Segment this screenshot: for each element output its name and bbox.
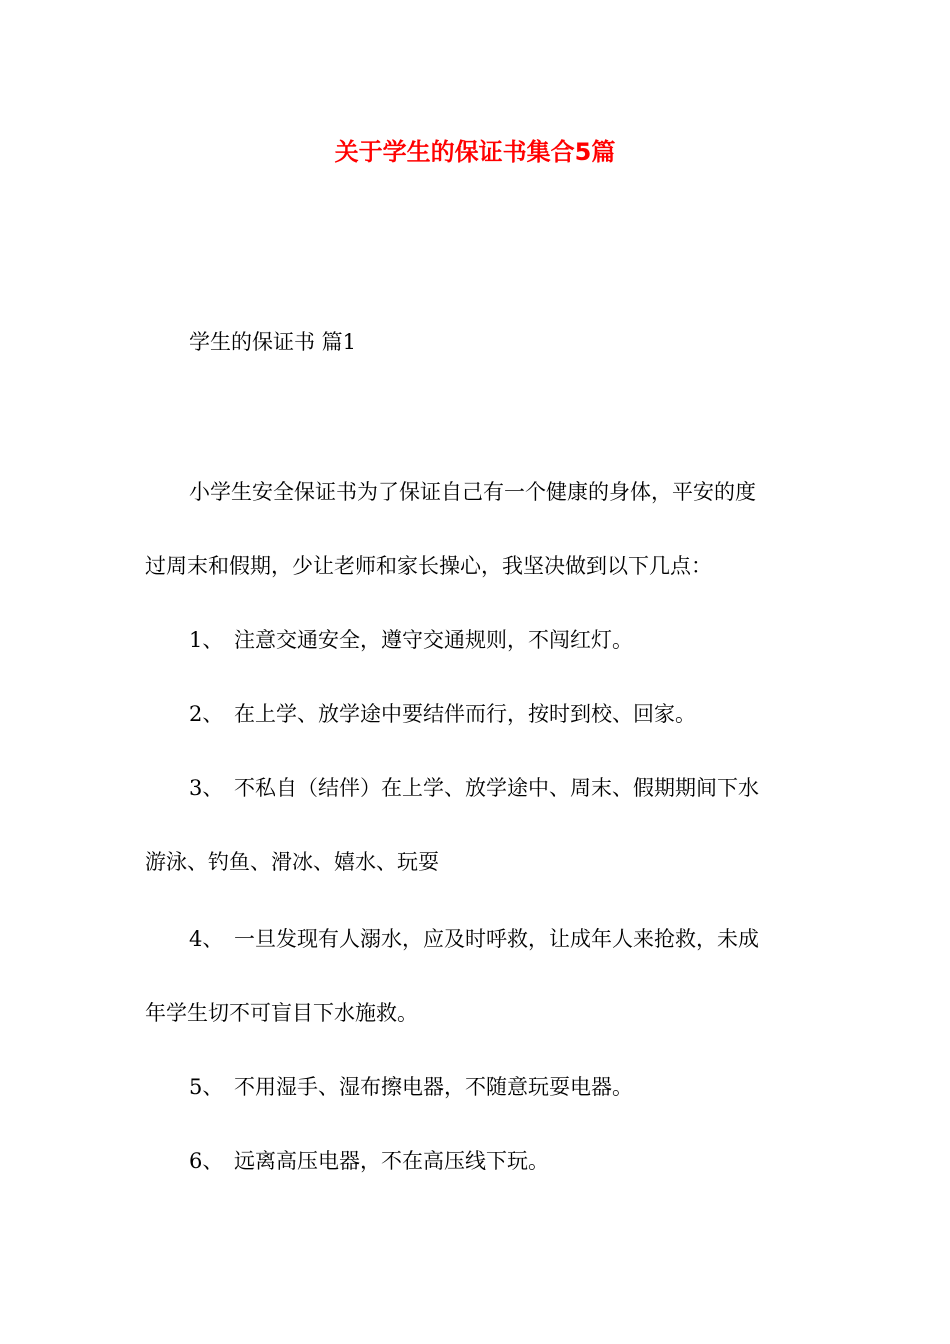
document-title: 关于学生的保证书集合5篇 (334, 138, 616, 166)
list-item-text: 在上学、放学途中要结伴而行，按时到校、回家。 (234, 702, 696, 726)
list-item-3-continuation: 游泳、钓鱼、滑冰、嬉水、玩耍 (145, 850, 439, 874)
list-item-text: 一旦发现有人溺水，应及时呼救，让成年人来抢救，未成 (234, 927, 759, 951)
list-item-number: 6、 (189, 1149, 224, 1173)
list-item-number: 2、 (189, 702, 224, 726)
section-heading: 学生的保证书 篇1 (189, 330, 357, 354)
list-item-3 (189, 773, 759, 803)
list-item-text: 不用湿手、湿布擦电器，不随意玩耍电器。 (234, 1075, 633, 1099)
intro-line-1: 小学生安全保证书为了保证自己有一个健康的身体，平安的度 (189, 480, 756, 504)
list-item-number: 3、 (189, 776, 224, 800)
list-item-4-continuation: 年学生切不可盲目下水施救。 (145, 1001, 418, 1025)
list-item-5 (189, 1072, 633, 1102)
list-item-text: 不私自（结伴）在上学、放学途中、周末、假期期间下水 (234, 776, 759, 800)
intro-line-2: 过周末和假期，少让老师和家长操心，我坚决做到以下几点： (145, 554, 712, 578)
list-item-1 (189, 625, 633, 655)
list-item-number: 5、 (189, 1075, 224, 1099)
list-item-text: 注意交通安全，遵守交通规则，不闯红灯。 (234, 628, 633, 652)
list-item-6 (189, 1146, 549, 1176)
list-item-2 (189, 699, 696, 729)
list-item-4 (189, 924, 759, 954)
list-item-number: 4、 (189, 927, 224, 951)
list-item-text: 远离高压电器，不在高压线下玩。 (234, 1149, 549, 1173)
list-item-number: 1、 (189, 628, 224, 652)
